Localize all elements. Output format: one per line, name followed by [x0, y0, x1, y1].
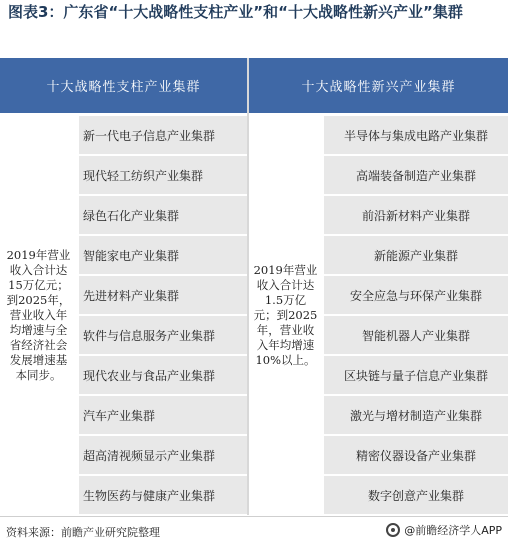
list-item: 新一代电子信息产业集群	[79, 116, 247, 154]
right-summary-cell	[249, 116, 322, 515]
list-item: 智能机器人产业集群	[324, 316, 508, 354]
right-summary-text: 2019年营业 收入合计达 1.5万亿 元；到2025 年，营业收 入年均增速 10%以上。	[253, 263, 318, 367]
list-item: 精密仪器设备产业集群	[324, 436, 508, 474]
left-summary-text: 2019年营业 收入合计达 15万亿元； 到2025年， 营业收入年 均增速与全 省经济社会 发展增速基 本同步。	[6, 248, 71, 382]
list-item: 安全应急与环保产业集群	[324, 276, 508, 314]
list-item: 高端装备制造产业集群	[324, 156, 508, 194]
list-item: 现代轻工纺织产业集群	[79, 156, 247, 194]
list-item: 前沿新材料产业集群	[324, 196, 508, 234]
left-column-header: 十大战略性支柱产业集群	[0, 58, 247, 113]
brand-credit	[386, 522, 502, 538]
footer-divider	[0, 516, 508, 517]
list-item: 数字创意产业集群	[324, 476, 508, 514]
page-title: 图表3：广东省“十大战略性支柱产业”和“十大战略性新兴产业”集群	[8, 3, 463, 21]
list-item: 区块链与量子信息产业集群	[324, 356, 508, 394]
list-item: 现代农业与食品产业集群	[79, 356, 247, 394]
list-item: 汽车产业集群	[79, 396, 247, 434]
list-item: 激光与增材制造产业集群	[324, 396, 508, 434]
brand-text: @前瞻经济学人APP	[404, 524, 502, 537]
list-item: 智能家电产业集群	[79, 236, 247, 274]
list-item: 生物医药与健康产业集群	[79, 476, 247, 514]
list-item: 超高清视频显示产业集群	[79, 436, 247, 474]
list-item: 绿色石化产业集群	[79, 196, 247, 234]
brand-logo-icon	[386, 523, 400, 537]
left-summary-cell	[0, 116, 77, 515]
list-item: 半导体与集成电路产业集群	[324, 116, 508, 154]
list-item: 先进材料产业集群	[79, 276, 247, 314]
list-item: 软件与信息服务产业集群	[79, 316, 247, 354]
list-item: 新能源产业集群	[324, 236, 508, 274]
source-note: 资料来源：前瞻产业研究院整理	[6, 526, 160, 539]
right-column-header: 十大战略性新兴产业集群	[249, 58, 508, 113]
